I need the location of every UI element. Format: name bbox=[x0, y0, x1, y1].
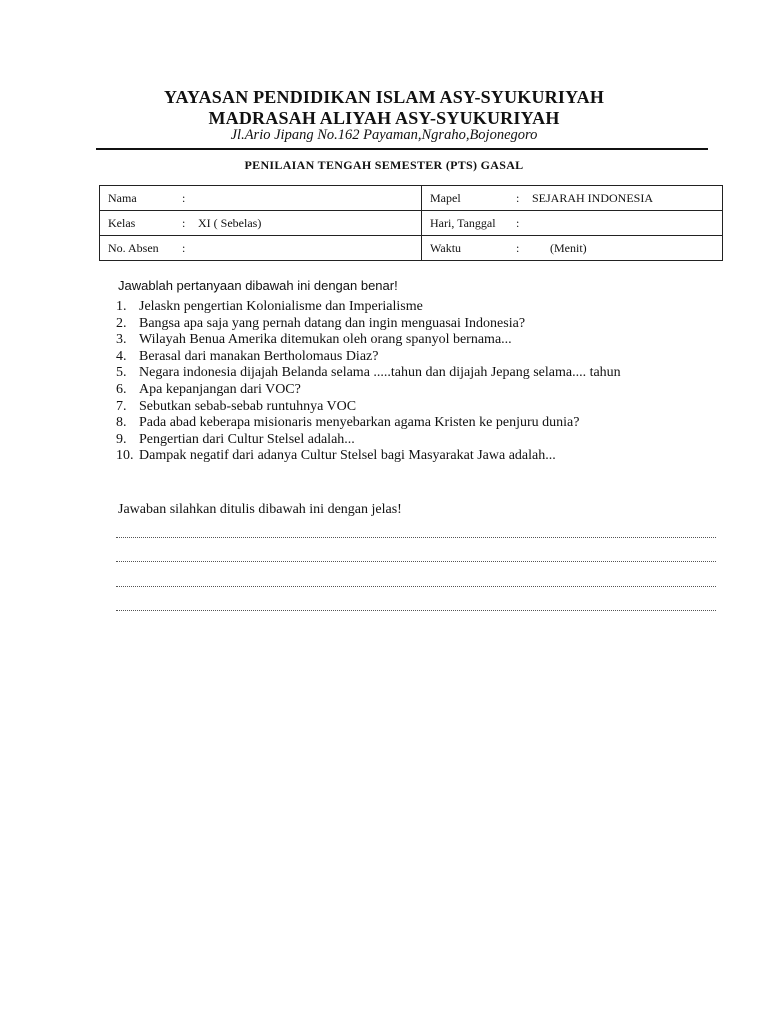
question-number: 2. bbox=[116, 315, 127, 331]
list-item bbox=[116, 448, 621, 465]
question-text: Berasal dari manakan Bertholomaus Diaz? bbox=[139, 348, 379, 364]
mapel-label: Mapel bbox=[430, 190, 461, 205]
school-address: Jl.Ario Jipang No.162 Payaman,Ngraho,Bojonegoro bbox=[230, 127, 538, 143]
answer-instruction: Jawaban silahkan ditulis dibawah ini dengan jelas! bbox=[118, 502, 402, 517]
list-item bbox=[116, 382, 621, 399]
question-number: 1. bbox=[116, 299, 127, 314]
exam-title: PENILAIAN TENGAH SEMESTER (PTS) GASAL bbox=[244, 158, 524, 172]
list-item bbox=[116, 299, 621, 316]
question-number: 10. bbox=[116, 448, 134, 464]
answer-line[interactable] bbox=[116, 537, 716, 538]
school-title: MADRASAH ALIYAH ASY-SYUKURIYAH bbox=[208, 108, 560, 128]
question-text: Apa kepanjangan dari VOC? bbox=[139, 381, 301, 397]
kelas-value: XI ( Sebelas) bbox=[198, 215, 262, 230]
question-number: 5. bbox=[116, 365, 127, 381]
question-text: Bangsa apa saja yang pernah datang dan ingin menguasai Indonesia? bbox=[139, 315, 526, 331]
list-item bbox=[116, 432, 621, 449]
question-text: Jelaskn pengertian Kolonialisme dan Imperialisme bbox=[139, 299, 423, 314]
mapel-value: SEJARAH INDONESIA bbox=[532, 190, 654, 205]
list-item bbox=[116, 365, 621, 382]
mapel-colon: : bbox=[516, 190, 520, 205]
list-item bbox=[116, 332, 621, 349]
kelas-colon: : bbox=[182, 215, 186, 230]
absen-colon: : bbox=[182, 240, 186, 255]
foundation-title: YAYASAN PENDIDIKAN ISLAM ASY-SYUKURIYAH bbox=[163, 87, 605, 107]
absen-cell bbox=[100, 236, 422, 261]
header-divider bbox=[96, 148, 708, 150]
hari-tanggal-label: Hari, Tanggal bbox=[430, 215, 496, 230]
answer-line[interactable] bbox=[116, 561, 716, 562]
hari-tanggal-cell bbox=[422, 211, 723, 236]
question-number: 3. bbox=[116, 332, 127, 348]
question-number: 8. bbox=[116, 415, 127, 431]
kelas-label: Kelas bbox=[108, 215, 136, 230]
answer-line[interactable] bbox=[116, 610, 716, 611]
list-item bbox=[116, 399, 621, 416]
list-item bbox=[116, 349, 621, 366]
question-text: Negara indonesia dijajah Belanda selama .....tahun dan dijajah Jepang selama.... tahun bbox=[139, 365, 621, 381]
waktu-cell bbox=[422, 236, 723, 261]
info-row-1 bbox=[100, 186, 723, 211]
list-item bbox=[116, 415, 621, 432]
question-number: 4. bbox=[116, 348, 127, 364]
student-info-table bbox=[99, 185, 723, 261]
question-number: 9. bbox=[116, 431, 127, 447]
mapel-cell bbox=[422, 186, 723, 211]
nama-label: Nama bbox=[108, 190, 137, 205]
question-list bbox=[116, 299, 621, 465]
nama-cell bbox=[100, 186, 422, 211]
question-text: Sebutkan sebab-sebab runtuhnya VOC bbox=[139, 398, 357, 414]
question-text: Pada abad keberapa misionaris menyebarkan agama Kristen ke penjuru dunia? bbox=[139, 415, 580, 431]
nama-colon: : bbox=[182, 190, 186, 205]
question-text: Wilayah Benua Amerika ditemukan oleh orang spanyol bernama... bbox=[139, 332, 512, 348]
waktu-value: (Menit) bbox=[550, 240, 587, 255]
kelas-cell bbox=[100, 211, 422, 236]
waktu-label: Waktu bbox=[430, 240, 462, 255]
info-row-2 bbox=[100, 211, 723, 236]
info-row-3 bbox=[100, 236, 723, 261]
list-item bbox=[116, 316, 621, 333]
question-text: Pengertian dari Cultur Stelsel adalah... bbox=[139, 431, 355, 447]
question-number: 6. bbox=[116, 381, 127, 397]
absen-label: No. Absen bbox=[108, 240, 159, 255]
question-text: Dampak negatif dari adanya Cultur Stelsel bagi Masyarakat Jawa adalah... bbox=[139, 448, 556, 464]
question-instruction: Jawablah pertanyaan dibawah ini dengan benar! bbox=[118, 278, 398, 293]
hari-tanggal-colon: : bbox=[516, 215, 520, 230]
answer-line[interactable] bbox=[116, 586, 716, 587]
question-number: 7. bbox=[116, 398, 127, 414]
waktu-colon: : bbox=[516, 240, 520, 255]
